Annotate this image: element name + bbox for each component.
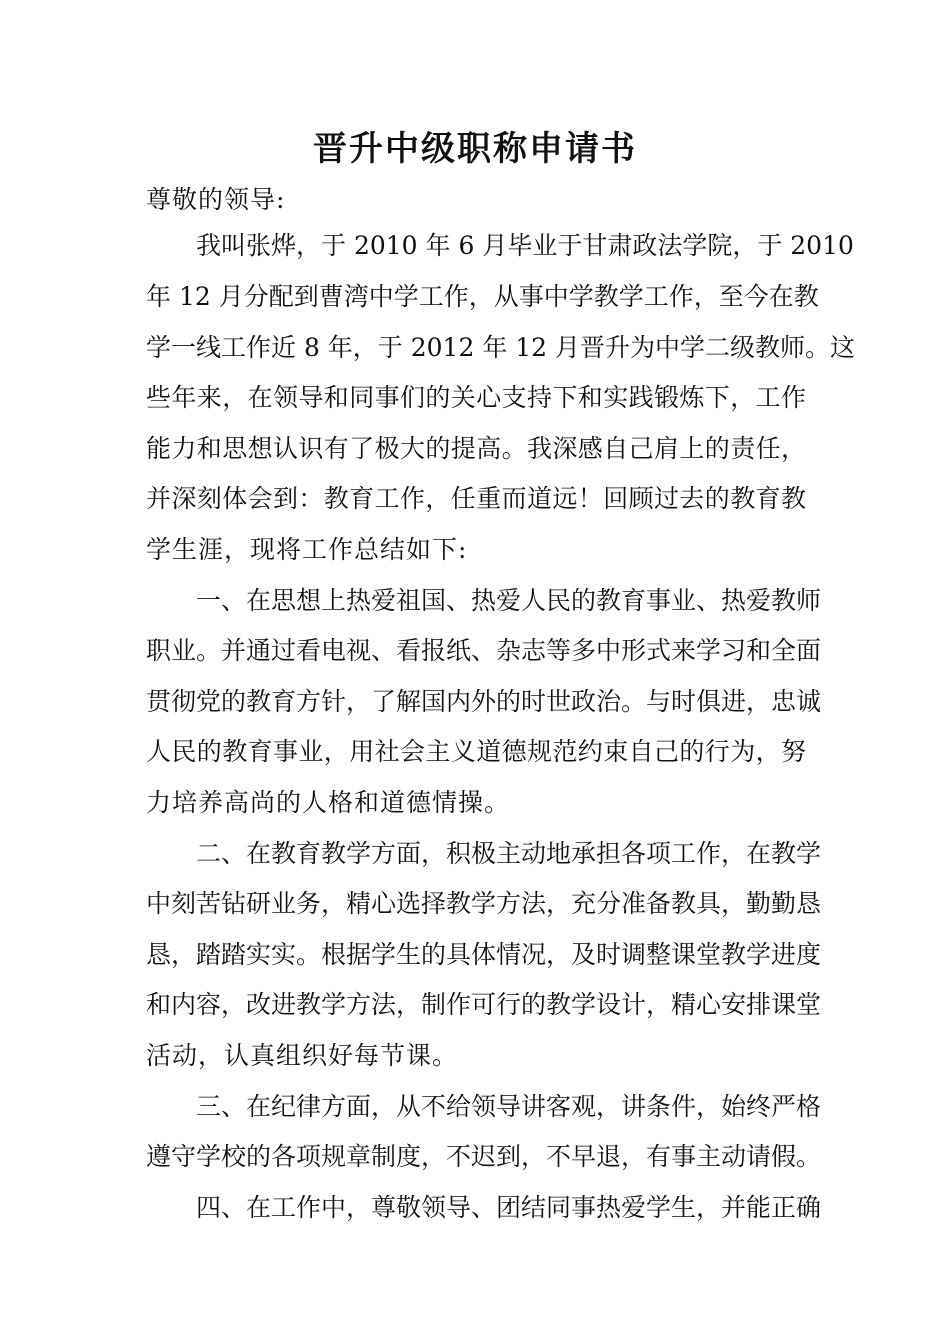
body-line: 力培养高尚的人格和道德情操。 [146,788,511,817]
body-line: 学一线工作近 8 年，于 2012 年 12 月晋升为中学二级教师。这 [146,333,856,362]
body-line: 些年来，在领导和同事们的关心支持下和实践锻炼下，工作 [146,383,806,412]
body-line: 四、在工作中，尊敬领导、团结同事热爱学生，并能正确 [196,1193,822,1222]
body-line: 我叫张烨，于 2010 年 6 月毕业于甘肃政法学院，于 2010 [196,231,854,260]
body-line: 三、在纪律方面，从不给领导讲客观，讲条件，始终严格 [196,1092,822,1121]
body-line: 学生涯，现将工作总结如下: [146,535,468,564]
body-line: 一、在思想上热爱祖国、热爱人民的教育事业、热爱教师 [196,586,822,615]
body-line: 中刻苦钻研业务，精心选择教学方法，充分准备教具，勤勤恳 [146,889,822,918]
body-line: 贯彻党的教育方针，了解国内外的时世政治。与时俱进，忠诚 [146,687,822,716]
body-line: 和内容，改进教学方法，制作可行的教学设计，精心安排课堂 [146,990,822,1019]
body-line: 并深刻体会到：教育工作，任重而道远！回顾过去的教育教 [146,484,806,513]
document-title: 晋升中级职称申请书 [313,129,637,169]
body-line: 职业。并通过看电视、看报纸、杂志等多中形式来学习和全面 [146,636,822,665]
body-line: 恳，踏踏实实。根据学生的具体情况，及时调整课堂教学进度 [146,940,822,969]
body-line: 年 12 月分配到曹湾中学工作，从事中学教学工作，至今在教 [146,282,819,311]
salutation: 尊敬的领导: [146,185,286,214]
body-line: 二、在教育教学方面，积极主动地承担各项工作，在教学 [196,839,822,868]
body-line: 遵守学校的各项规章制度，不迟到，不早退，有事主动请假。 [146,1142,822,1171]
body-line: 能力和思想认识有了极大的提高。我深感自己肩上的责任， [146,434,806,463]
body-line: 人民的教育事业，用社会主义道德规范约束自己的行为，努 [146,737,806,766]
body-line: 活动，认真组织好每节课。 [146,1041,459,1070]
